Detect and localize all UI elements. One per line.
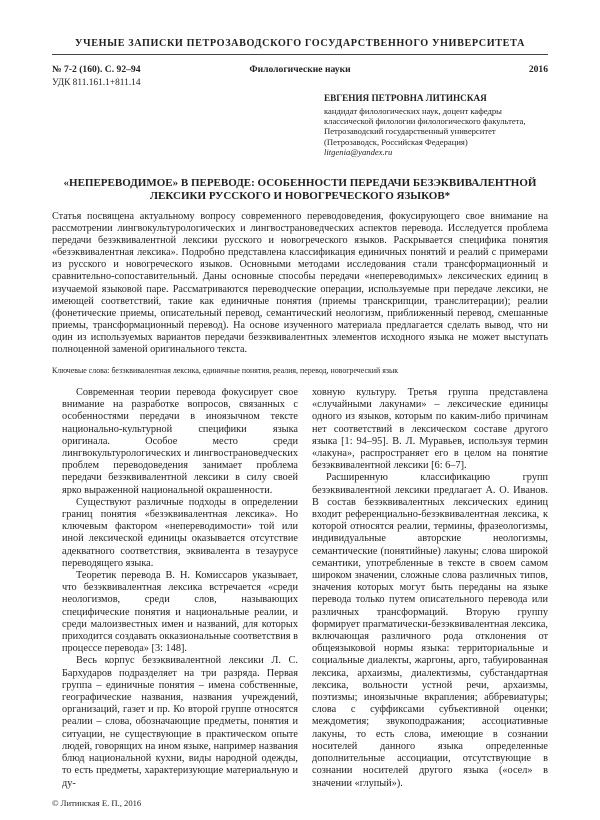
header-divider (52, 54, 548, 55)
body-paragraph: Весь корпус безэквивалентной лексики Л. С. Бархударов подразделяет на три разряда. Первая группа – единичные понятия – имена собственные, географические названия, названия учреждений, организаций, газет и пр. Ко второй группе относятся реалии – слова, обозначающие предметы, понятия и ситуации, не существующие в практическом опыте людей, говорящих на ином языке, например названия блюд национальной кухни, виды народной одежды, то есть предметы, характеризующие материальную и ду- (62, 655, 298, 789)
author-email: litgenia@yandex.ru (324, 146, 393, 157)
affiliation-text: кандидат филологических наук, доцент кафедры классической филологии филологического факультета, Петрозаводский государственный университет (Петрозаводск, Российская Федерация) (324, 106, 526, 147)
body-paragraph: Расширенную классификацию групп безэквивалентной лексики предлагает А. О. Иванов. В состав безэквивалентных лексических единиц входит референциально-безэквивалентная лексика, к которой относятся реалии, термины, фразеологизмы, индивидуальные авторские неологизмы, семантические (понятийные) лакуны; слова широкой семантики, употребленные в тексте в своем самом широком значении, сложные слова различных типов, значения которых могут быть переданы на языке перевода только путем описательного перевода или различных трансформаций. Вторую группу формирует прагматически-безэквивалентная лексика, включающая различного рода отклонения от общеязыковой нормы языка: территориальные и социальные диалекты, жаргоны, арго, табуированная лексика, архаизмы, диалектизмы, субстандартная лексика, вольности устной речи, архаизмы, поэтизмы; иноязычные вкрапления; аббревиатуры; слова с суффиксами субъективной оценки; междометия; звукоподражания; ассоциативные лакуны, то есть слова, имеющие в сознании носителей данного языка определенные дополнительные ассоциации, отсутствующие в сознании носителей другого языка («осел» в значении «глупый»). (312, 472, 548, 789)
body-paragraph: Современная теории перевода фокусирует свое внимание на разработке вопросов, связанных с особенностями передачи в иноязычном тексте национально-культурной специфики языка оригинала. Особое место среди лингвокультурологических и лингвострановедческих проблем переводоведения занимает проблема передачи безэквивалентной лексики в силу своей ярко выраженной национальной окрашенности. (62, 387, 298, 496)
article-title: «НЕПЕРЕВОДИМОЕ» В ПЕРЕВОДЕ: ОСОБЕННОСТИ ПЕРЕДАЧИ БЕЗЭКВИВАЛЕНТНОЙ ЛЕКСИКИ РУССКОГО И НОВОГРЕЧЕСКОГО ЯЗЫКОВ* (63, 177, 537, 202)
udc-code: УДК 811.161.1+811.14 (52, 78, 141, 88)
body-column-right (312, 387, 548, 790)
body-column-left (62, 387, 298, 790)
keywords: Ключевые слова: безэквивалентная лексика, единичные понятия, реалия, перевод, новогреческий язык (52, 366, 399, 375)
author-affiliation (324, 106, 548, 157)
body-paragraph: Существуют различные подходы в определении границ понятия «безэквивалентная лексика». Но ключевым фактором «непереводимости» той или иной лексической единицы оказывается отсутствие адекватного соответствия, эквивалента в тезаурусе переводящего языка. (62, 496, 298, 569)
author-name: ЕВГЕНИЯ ПЕТРОВНА ЛИТИНСКАЯ (324, 93, 487, 103)
issue-info: № 7-2 (160). С. 92–94 (52, 64, 141, 75)
abstract-text: Статья посвящена актуальному вопросу современного переводоведения, фокусирующего свое внимание на рассмотрении лингвокультурологических и лингвострановедческих аспектов перевода. Исследуется проблема передачи безэквивалентной лексики русского и новогреческого языков. Раскрывается специфика понятия «безэквивалентная лексика». Подробно представлена классификация единичных понятий и реалий с примерами из русского и новогреческого языков. Основными методами исследования стали трансформационный и сравнительно-сопоставительный. Даны основные способы передачи «непереводимых» лексических единиц в изучаемой языковой паре. Рассматриваются переводческие операции, используемые при передаче лексики, не имеющей соответствий, такие как единичные понятия (приемы транскрипции, транслитерации); реалии (фонетические приемы, описательный перевод, семантический неологизм, приближенный перевод, смешанные приемы, трансформационный перевод). На основе изученного материала предлагается сделать вывод, что ни один из используемых вариантов передачи безэквивалентных элементов исходного языка не может выступать полноценной заменой оригинального текста. (52, 211, 548, 356)
publication-year: 2016 (528, 64, 548, 75)
body-paragraph: Теоретик перевода В. Н. Комиссаров указывает, что безэквивалентная лексика встречается «среди неологизмов, среди слов, называющих специфические понятия и национальные реалии, и среди малоизвестных имен и названий, для которых приходится создавать окказиональные соответствия в процессе перевода» [3: 148]. (62, 570, 298, 655)
journal-title: УЧЕНЫЕ ЗАПИСКИ ПЕТРОЗАВОДСКОГО ГОСУДАРСТВЕННОГО УНИВЕРСИТЕТА (75, 38, 525, 49)
body-paragraph-continued: ховную культуру. Третья группа представлена «случайными лакунами» – лексические единицы одного из языков, которым по каким-либо причинам нет соответствий в лексическом составе другого языка [1: 94–95]. В. Л. Муравьев, используя термин «лакуна», распространяет его в целом на понятие безэквивалентной лексики [6: 6–7]. (312, 387, 548, 472)
abstract (52, 211, 548, 356)
copyright-notice: © Литинская Е. П., 2016 (52, 798, 142, 808)
section-name: Филологические науки (249, 64, 351, 75)
